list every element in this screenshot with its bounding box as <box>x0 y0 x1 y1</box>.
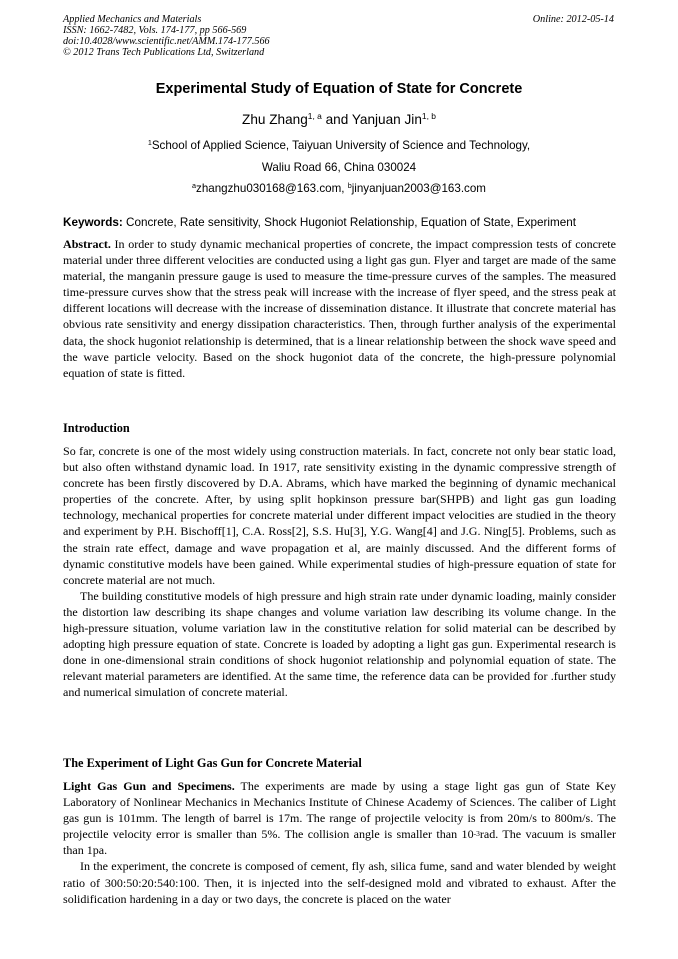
intro-body <box>63 443 616 701</box>
online-date: Online: 2012-05-14 <box>532 14 614 25</box>
abstract <box>63 236 616 381</box>
author-2: Yanjuan Jin <box>351 112 422 127</box>
intro-paragraph-2: The building constitutive models of high pressure and high strain rate under dynamic loading, mainly consider the distortion law describing its shape changes and volume variation law describing its volume change. In the high-pressure situation, volume variation law in the constitutive relation for solid material can be described by adopting high pressure equation of state. Concrete is loaded by adopting a light gas gun. Experimental research is done in one-dimensional strain conditions of shock hugoniot relationship and polynomial equation of state. The relevant material parameters are identified. At the same time, the reference data can be provided for .further study and numerical simulation of concrete material. <box>63 588 616 700</box>
author-1-sup: 1, a <box>307 111 322 122</box>
email-a[interactable]: zhangzhu030168@163.com, <box>196 182 348 195</box>
author-1: Zhu Zhang <box>242 112 308 127</box>
affiliation-text-1: School of Applied Science, Taiyuan University of Science and Technology, <box>151 139 531 152</box>
keywords-label: Keywords: <box>63 216 123 229</box>
copyright-line: © 2012 Trans Tech Publications Ltd, Switzerland <box>63 47 265 58</box>
doi-line: doi:10.4028/www.scientific.net/AMM.174-177.566 <box>63 36 270 47</box>
experiment-paragraph-1 <box>63 778 616 858</box>
keywords <box>63 216 616 229</box>
journal-header <box>63 14 614 58</box>
email-a-sup: a <box>192 181 197 191</box>
email-b-sup: b <box>347 181 352 191</box>
specimens-runin: Light Gas Gun and Specimens. <box>63 779 235 793</box>
abstract-text: In order to study dynamic mechanical properties of concrete, the impact compression tests of concrete material under three different velocities are conducted using a light gas gun. Flyer and target are made of the same material, the manganin pressure gauge is used to measure the time-pressure curves of the samples. The measured time-pressure curves show that the stress peak will increase with the increase of flyer speed, and the stress peak at different locations will decrease with the increase of dissemination distance. It illustrate that concrete material has obvious rate sensitivity and energy dissipation characteristics. Then, through further analysis of the experimental data, the shock hugoniot relationship is determined, that is a linear relationship between the shock wave speed and the wave particle velocity. Based on the shock hugoniot data of the concrete, the high-pressure polynomial equation of state is fitted. <box>63 237 616 380</box>
abstract-label: Abstract. <box>63 237 111 251</box>
intro-paragraph-1: So far, concrete is one of the most widely using construction materials. In fact, concrete not only bear static load, but also often withstand dynamic load. In 1917, rate sensitivity existing in the dynamic compressive strength of concrete has been firstly discovered by D.A. Abrams, which have marked the beginning of dynamic mechanical properties of the concrete. After, by using split hopkinson pressure bar(SHPB) and light gas gun loading technology, mechanical properties for concrete material under different impact velocities are studied in the theory and experiment by P.H. Bischoff[1], C.A. Ross[2], S.S. Hu[3], Y.G. Wang[4] and J.G. Ning[5]. Problems, such as the strain rate effect, damage and wave propagation et al, are mainly discussed. And the different forms of dynamic constitutive models have been gained. While experimental studies of high-pressure equation of state for concrete material are not much. <box>63 444 616 587</box>
intro-heading: Introduction <box>63 421 130 435</box>
experiment-heading: The Experiment of Light Gas Gun for Concrete Material <box>63 756 362 770</box>
author-and: and <box>321 112 352 127</box>
keywords-text: Concrete, Rate sensitivity, Shock Hugoniot Relationship, Equation of State, Experiment <box>122 216 577 229</box>
experiment-body <box>63 778 616 907</box>
paper-title: Experimental Study of Equation of State for Concrete <box>155 81 523 97</box>
email-line <box>63 182 615 195</box>
experiment-paragraph-2: In the experiment, the concrete is composed of cement, fly ash, silica fume, sand and water blended by weight ratio of 300:50:20:540:100. Then, it is injected into the self-designed mold and vibrated to exhaust. After the solidification hardening in a day or two days, the concrete is placed on the water <box>63 859 616 906</box>
experiment-p1-sup: -3 <box>473 828 480 838</box>
experiment-p1-text: The experiments are made by using a stage light gas gun of State Key Laboratory of Nonlinear Mechanics in Mechanics Institute of Chinese Academy of Sciences. The caliber of Light gas gun is 101mm. The length of barrel is 17m. The range of projectile velocity is from 20m/s to 800m/s. The projectile velocity error is smaller than 5%. The collision angle is smaller than 10 <box>63 779 616 842</box>
affiliation-sup: 1 <box>147 138 152 148</box>
author-2-sup: 1, b <box>421 111 436 122</box>
experiment-p1-end: rad. The vacuum is smaller than 1pa. <box>63 827 616 858</box>
affiliation-line-1 <box>63 139 615 152</box>
email-b[interactable]: jinyanjuan2003@163.com <box>351 182 486 195</box>
author-line <box>63 112 615 127</box>
journal-name: Applied Mechanics and Materials <box>63 14 202 25</box>
issn-line: ISSN: 1662-7482, Vols. 174-177, pp 566-569 <box>63 25 247 36</box>
affiliation-line-2: Waliu Road 66, China 030024 <box>261 161 417 174</box>
